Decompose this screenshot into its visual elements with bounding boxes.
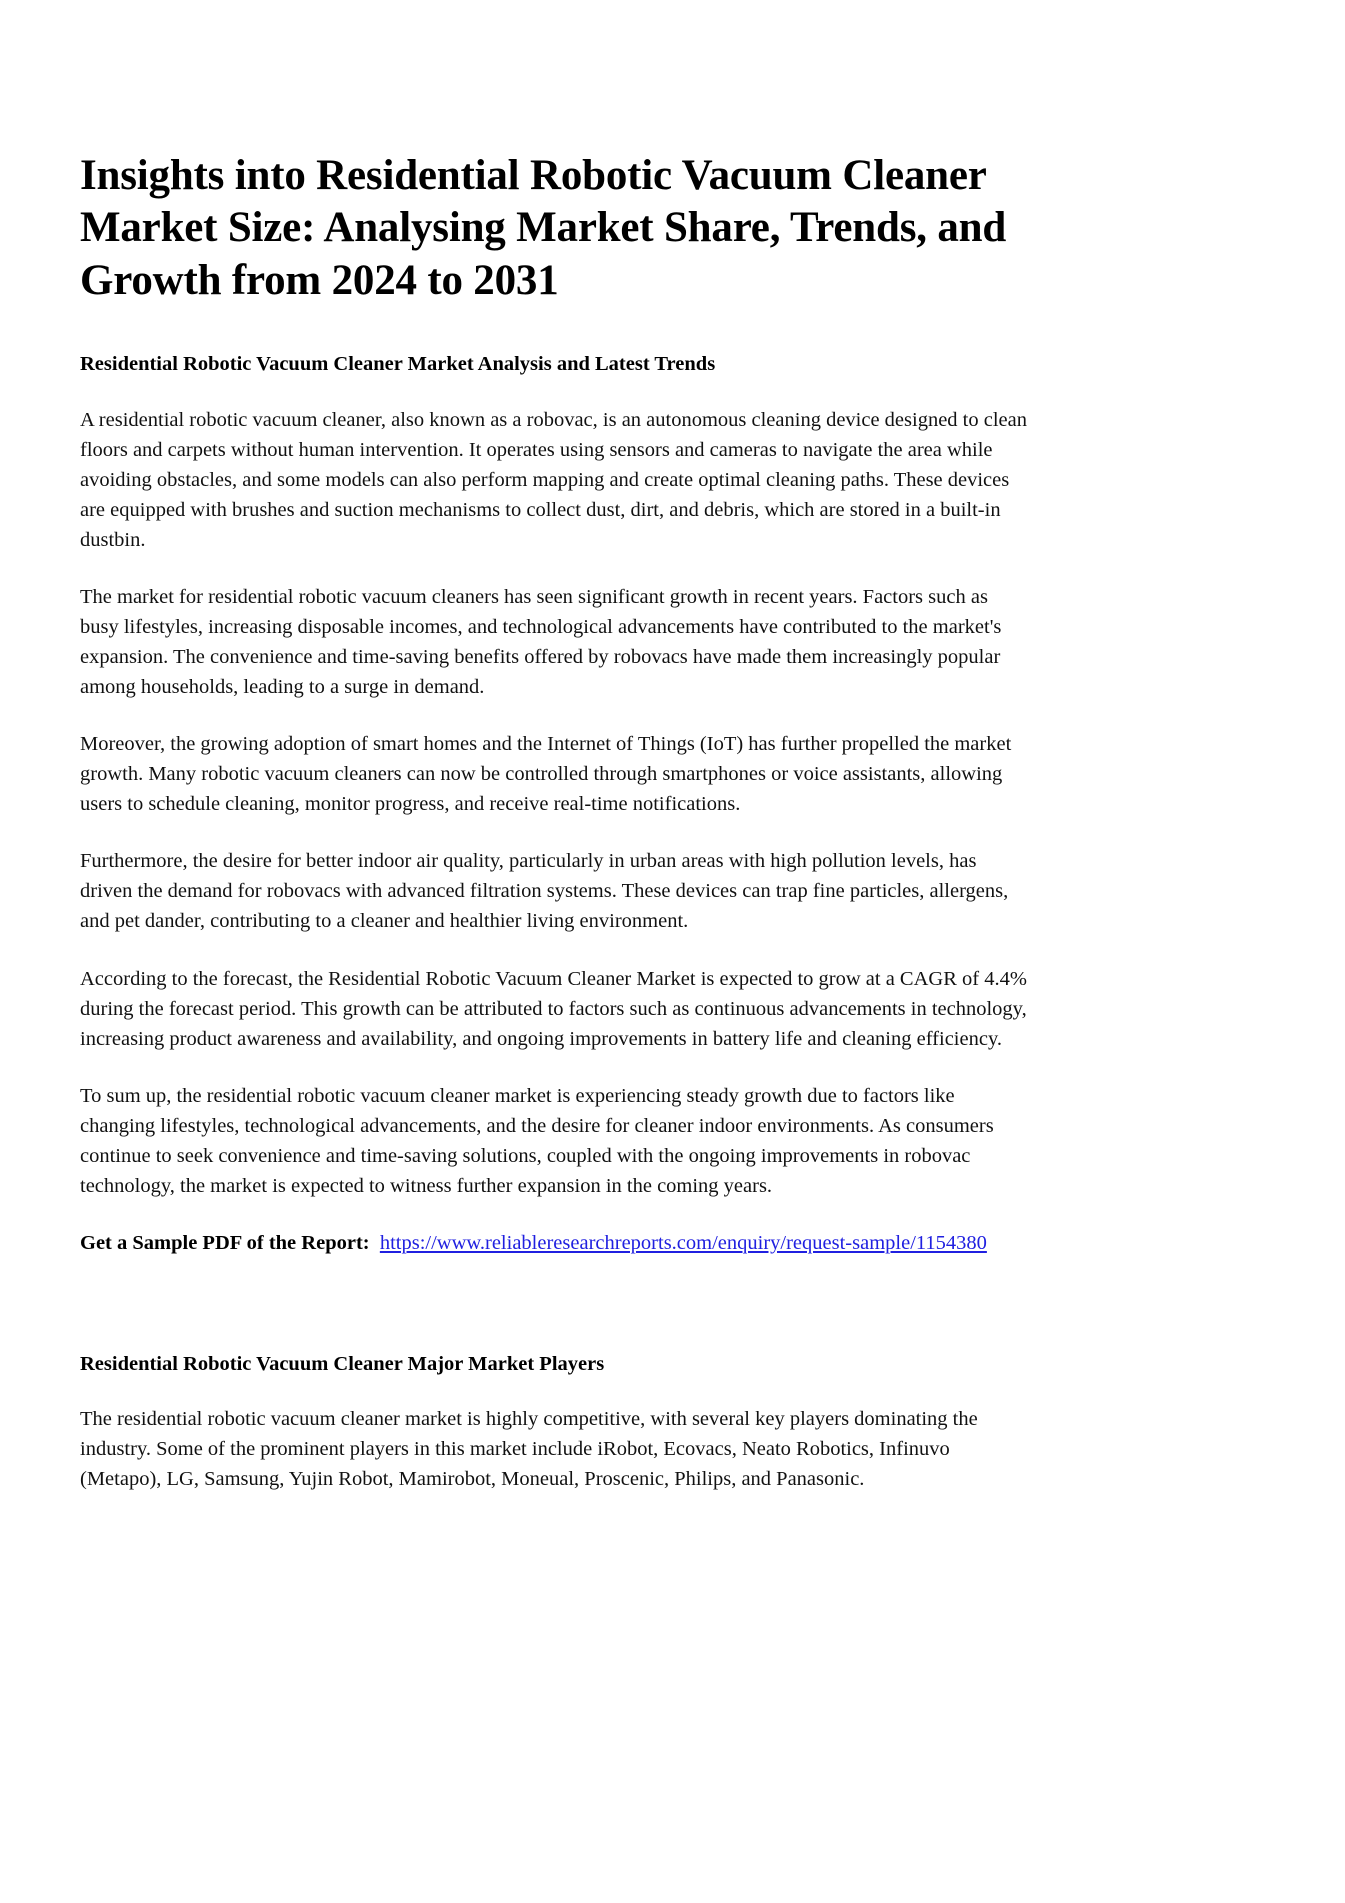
sample-pdf-link[interactable]: https://www.reliableresearchreports.com/enquiry/request-sample/1154380 xyxy=(379,1231,987,1254)
paragraph-major-players: The residential robotic vacuum cleaner market is highly competitive, with several key players dominating the industry. Some of the prominent players in this market include iRobot, Ecovacs, Neato Robotics, Infinuvo (Metapo), LG, Samsung, Yujin Robot, Mamirobot, Moneual, Proscenic, Philips, and Panasonic. xyxy=(80,1408,978,1491)
sample-pdf-cta xyxy=(80,1228,1028,1258)
page-title: Insights into Residential Robotic Vacuum Cleaner Market Size: Analysing Market Share, Trends, and Growth from 2024 to 2031 xyxy=(80,152,1007,304)
section-heading-major-players: Residential Robotic Vacuum Cleaner Major Market Players xyxy=(80,1352,605,1375)
paragraph-smart-homes: Moreover, the growing adoption of smart homes and the Internet of Things (IoT) has further propelled the market growth. Many robotic vacuum cleaners can now be controlled through smartphones or voice assistants, allowing users to schedule cleaning, monitor progress, and receive real-time notifications. xyxy=(80,733,1012,816)
major-players-section xyxy=(80,1351,1027,1495)
section-spacer xyxy=(80,1285,1027,1351)
section-heading-market-analysis: Residential Robotic Vacuum Cleaner Market Analysis and Latest Trends xyxy=(80,353,716,376)
paragraph-forecast: According to the forecast, the Residential Robotic Vacuum Cleaner Market is expected to grow at a CAGR of 4.4% during the forecast period. This growth can be attributed to factors such as continuous advancements in technology, increasing product awareness and availability, and ongoing improvements in battery life and cleaning efficiency. xyxy=(80,967,1027,1050)
paragraph-intro: A residential robotic vacuum cleaner, also known as a robovac, is an autonomous cleaning device designed to clean floors and carpets without human intervention. It operates using sensors and cameras to navigate the area while avoiding obstacles, and some models can also perform mapping and create optimal cleaning paths. These devices are equipped with brushes and suction mechanisms to collect dust, dirt, and debris, which are stored in a built-in dustbin. xyxy=(80,409,1027,552)
paragraph-market-growth: The market for residential robotic vacuum cleaners has seen significant growth in recent years. Factors such as busy lifestyles, increasing disposable incomes, and technological advancements have contributed to the market's expansion. The convenience and time-saving benefits offered by robovacs have made them increasingly popular among households, leading to a surge in demand. xyxy=(80,586,1002,699)
paragraph-air-quality: Furthermore, the desire for better indoor air quality, particularly in urban areas with high pollution levels, has driven the demand for robovacs with advanced filtration systems. These devices can trap fine particles, allergens, and pet dander, contributing to a cleaner and healthier living environment. xyxy=(80,850,1009,933)
paragraph-summary: To sum up, the residential robotic vacuum cleaner market is experiencing steady growth due to factors like changing lifestyles, technological advancements, and the desire for cleaner indoor environments. As consumers continue to seek convenience and time-saving solutions, coupled with the ongoing improvements in robovac technology, the market is expected to witness further expansion in the coming years. xyxy=(80,1084,994,1197)
sample-pdf-label: Get a Sample PDF of the Report: xyxy=(80,1231,370,1254)
